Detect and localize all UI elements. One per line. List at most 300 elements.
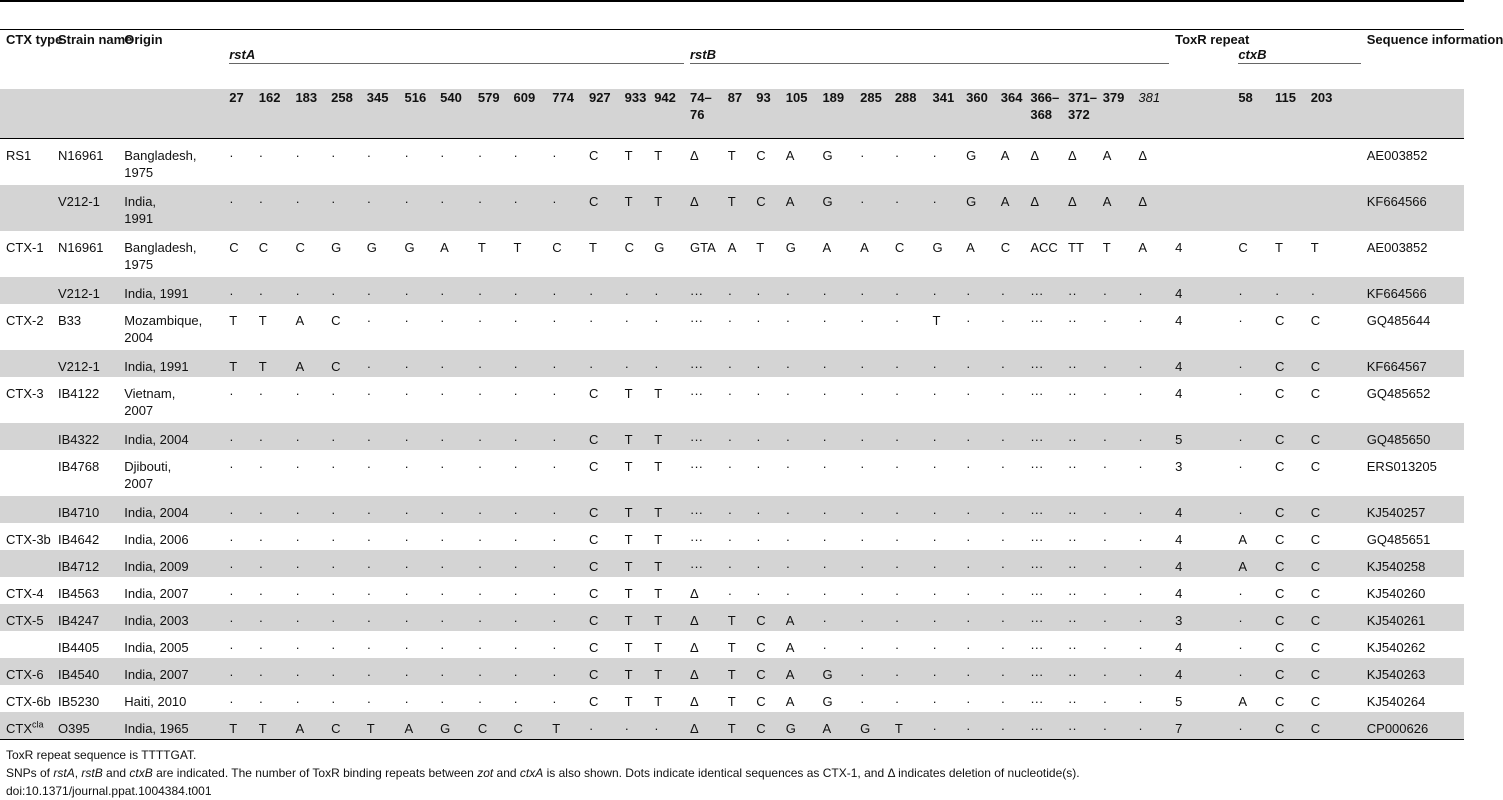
cell-rstB-snp: · <box>966 640 971 655</box>
cell-rstB-snp: · <box>1132 712 1169 740</box>
cell-rstB-snp: ··· <box>1024 658 1062 685</box>
table-row <box>0 685 1464 712</box>
position-rstB-379: 379 <box>1097 89 1133 139</box>
cell-origin: India, 2003 <box>118 604 223 631</box>
cell-rstA-snp: · <box>325 277 361 304</box>
cell-rstA-snp: · <box>472 185 508 231</box>
header-position-blank <box>1361 89 1464 139</box>
cell-ctxB-snp: C <box>1310 586 1321 601</box>
cell-rstA-snp: T <box>624 386 633 401</box>
cell-sequence-information: KJ540261 <box>1361 604 1464 631</box>
cell-ctxB-snp <box>1305 185 1361 231</box>
cell-toxr-repeat: 4 <box>1175 640 1183 655</box>
cell-sequence-information: GQ485651 <box>1366 532 1431 547</box>
cell-rstA-snp: · <box>440 313 445 328</box>
cell-rstB-snp: Δ <box>1068 148 1077 163</box>
cell-toxr-repeat: 3 <box>1175 459 1183 474</box>
table-row <box>0 277 1464 304</box>
cell-sequence-information: KF664566 <box>1361 185 1464 231</box>
cell-rstB-snp: ··· <box>1024 496 1062 523</box>
header-group-rstB-label: rstB <box>689 47 716 62</box>
cell-rstA-snp: C <box>588 532 599 547</box>
table-row <box>0 523 1464 550</box>
snp-table <box>0 31 1503 740</box>
cell-strain-name: IB4540 <box>52 658 118 685</box>
table-row <box>0 231 1464 277</box>
cell-strain-name: V212-1 <box>52 350 118 377</box>
header-group-rstA-label: rstA <box>229 47 256 62</box>
cell-rstB-snp: ··· <box>1030 640 1044 655</box>
cell-rstB-snp: · <box>860 313 865 328</box>
cell-ctx-type <box>0 277 52 304</box>
cell-rstA-snp: · <box>325 423 361 450</box>
cell-rstA-snp: · <box>508 185 547 231</box>
cell-origin: India, 2004 <box>118 496 223 523</box>
cell-rstA-snp: · <box>552 586 557 601</box>
header-strain-name: Strain name <box>57 32 133 47</box>
cell-rstB-snp: · <box>995 496 1025 523</box>
cell-ctxB-snp: · <box>1269 277 1305 304</box>
cell-strain-name: IB4405 <box>57 640 100 655</box>
header-sequence-information: Sequence information <box>1366 32 1503 47</box>
cell-sequence-information: ERS013205 <box>1366 459 1437 474</box>
cell-toxr-repeat: 4 <box>1169 496 1232 523</box>
cell-rstA-snp: · <box>331 386 336 401</box>
cell-rstA-snp: T <box>619 658 649 685</box>
cell-rstA-snp: · <box>229 640 234 655</box>
table-row <box>0 350 1464 377</box>
header-group-rstB <box>684 31 1169 89</box>
table-row <box>0 423 1464 450</box>
position-rstA-540: 540 <box>434 89 472 139</box>
cell-ctx-type: CTX-3 <box>6 386 44 401</box>
cell-rstB-snp: ··· <box>1030 386 1044 401</box>
cell-rstA-snp: · <box>361 550 399 577</box>
cell-rstA-snp: C <box>588 148 599 163</box>
cell-rstA-snp: · <box>325 604 361 631</box>
cell-rstA-snp: T <box>654 694 663 709</box>
cell-ctxB-snp: C <box>1275 459 1285 474</box>
cell-rstB-snp: A <box>727 240 737 255</box>
cell-rstA-snp: · <box>258 694 264 709</box>
cell-rstB-snp: ··· <box>1030 313 1044 328</box>
cell-rstA-snp: · <box>434 185 472 231</box>
cell-rstA-snp: C <box>325 712 361 740</box>
position-rstA-162: 162 <box>253 89 290 139</box>
cell-rstA-snp: · <box>513 586 518 601</box>
cell-ctxB-snp: · <box>1232 658 1269 685</box>
header-toxr-repeat: ToxR repeat <box>1175 32 1250 47</box>
cell-rstA-snp: C <box>552 240 562 255</box>
cell-rstB-snp: · <box>894 148 900 163</box>
cell-rstB-snp: · <box>1102 386 1108 401</box>
cell-rstB-snp: · <box>966 386 971 401</box>
cell-rstA-snp: T <box>361 712 399 740</box>
table-row <box>0 712 1464 740</box>
cell-rstB-snp: · <box>894 640 900 655</box>
cell-rstA-snp: T <box>654 586 663 601</box>
cell-rstB-snp: ·· <box>1062 277 1097 304</box>
position-rstB-105: 105 <box>780 89 817 139</box>
cell-rstB-snp: · <box>1138 640 1143 655</box>
cell-rstA-snp: · <box>223 658 253 685</box>
cell-rstA-snp: · <box>472 350 508 377</box>
cell-rstB-snp: · <box>1097 550 1133 577</box>
cell-rstA-snp: · <box>289 185 325 231</box>
cell-rstA-snp: · <box>508 604 547 631</box>
cell-rstB-snp: · <box>1000 532 1006 547</box>
cell-rstB-snp: · <box>780 550 817 577</box>
cell-rstA-snp: · <box>434 658 472 685</box>
cell-rstB-snp: ··· <box>1030 694 1044 709</box>
cell-rstA-snp: · <box>513 459 518 474</box>
cell-rstB-snp: T <box>1102 240 1111 255</box>
cell-rstA-snp: T <box>588 240 597 255</box>
cell-ctxB-snp: C <box>1275 313 1285 328</box>
cell-rstA-snp: C <box>588 586 599 601</box>
cell-rstB-snp: · <box>756 586 761 601</box>
cell-sequence-information: AE003852 <box>1366 240 1428 255</box>
cell-rstA-snp: · <box>253 277 290 304</box>
cell-rstA-snp: · <box>331 586 336 601</box>
cell-strain-name: V212-1 <box>52 185 118 231</box>
cell-rstA-snp: · <box>399 423 435 450</box>
cell-ctxB-snp: C <box>1269 423 1305 450</box>
cell-sequence-information: KF664566 <box>1361 277 1464 304</box>
cell-rstA-snp: · <box>513 532 518 547</box>
cell-rstB-snp: · <box>1102 640 1108 655</box>
table-row <box>0 185 1464 231</box>
cell-rstB-snp: · <box>785 386 791 401</box>
footnote-toxr: ToxR repeat sequence is TTTTGAT. <box>6 748 197 762</box>
cell-rstA-snp: · <box>477 640 483 655</box>
cell-rstA-snp: T <box>223 350 253 377</box>
cell-rstB-snp: · <box>1132 277 1169 304</box>
cell-rstB-snp: · <box>1097 658 1133 685</box>
cell-rstA-snp: · <box>258 459 264 474</box>
cell-rstB-snp: · <box>816 550 854 577</box>
cell-rstB-snp: · <box>1102 586 1108 601</box>
position-ctxB-203: 203 <box>1305 89 1361 139</box>
cell-rstB-snp: · <box>722 496 751 523</box>
cell-ctxB-snp: C <box>1269 604 1305 631</box>
cell-rstB-snp: · <box>722 550 751 577</box>
cell-rstA-snp: · <box>434 604 472 631</box>
cell-rstB-snp: · <box>995 604 1025 631</box>
cell-rstA-snp: G <box>366 240 377 255</box>
cell-toxr-repeat <box>1169 185 1232 231</box>
cell-rstA-snp: · <box>331 640 336 655</box>
cell-rstA-snp: C <box>588 386 599 401</box>
position-ctxB-58: 58 <box>1232 89 1269 139</box>
cell-rstA-snp: · <box>654 313 659 328</box>
cell-rstB-snp: Δ <box>689 694 699 709</box>
cell-rstB-snp: · <box>995 550 1025 577</box>
cell-ctxB-snp: · <box>1232 350 1269 377</box>
cell-rstB-snp: · <box>966 459 971 474</box>
cell-rstB-snp: · <box>932 148 937 163</box>
cell-rstA-snp: · <box>440 148 445 163</box>
cell-rstB-snp: · <box>960 423 995 450</box>
cell-rstB-snp: · <box>1000 386 1006 401</box>
position-rstA-927: 927 <box>583 89 619 139</box>
cell-rstB-snp: · <box>756 459 761 474</box>
table-header-rule <box>0 29 1464 30</box>
cell-strain-name: IB4322 <box>52 423 118 450</box>
cell-ctxB-snp: C <box>1275 532 1285 547</box>
cell-rstA-snp: T <box>546 712 583 740</box>
cell-origin: India, 2007 <box>124 586 189 601</box>
cell-rstB-snp: C <box>756 148 766 163</box>
cell-ctx-type-superscript: cla <box>32 719 44 730</box>
cell-ctxB-snp: · <box>1238 586 1243 601</box>
cell-rstB-snp: · <box>966 313 971 328</box>
cell-rstB-snp: G <box>822 148 833 163</box>
table-row <box>0 450 1464 496</box>
cell-rstB-snp: ··· <box>1030 532 1044 547</box>
cell-rstA-snp: · <box>223 496 253 523</box>
cell-rstB-snp: · <box>727 586 733 601</box>
cell-rstB-snp: · <box>860 459 865 474</box>
footnote-doi: doi:10.1371/journal.ppat.1004384.t001 <box>6 784 212 798</box>
cell-ctxB-snp: · <box>1238 313 1243 328</box>
cell-rstB-snp: · <box>860 586 865 601</box>
cell-rstA-snp: · <box>325 496 361 523</box>
cell-origin: India, 2006 <box>124 532 189 547</box>
cell-rstB-snp: · <box>932 459 937 474</box>
cell-rstB-snp: T <box>722 658 751 685</box>
cell-rstB-snp: · <box>1097 496 1133 523</box>
cell-rstB-snp: · <box>894 694 900 709</box>
cell-strain-name: IB4122 <box>57 386 100 401</box>
cell-rstA-snp: · <box>258 640 264 655</box>
cell-ctxB-snp: A <box>1238 532 1247 547</box>
cell-toxr-repeat: 5 <box>1175 694 1183 709</box>
cell-ctx-type: CTX-3b <box>6 532 51 547</box>
cell-rstB-snp: ·· <box>1062 658 1097 685</box>
cell-ctxB-snp: T <box>1310 240 1319 255</box>
cell-rstA-snp: · <box>404 640 409 655</box>
table-row <box>0 304 1464 350</box>
cell-ctxB-snp: C <box>1310 386 1321 401</box>
cell-origin: Djibouti, 2007 <box>124 459 172 491</box>
cell-ctxB-snp: C <box>1305 604 1361 631</box>
position-rstB-360: 360 <box>960 89 995 139</box>
cell-rstB-snp: · <box>1138 586 1143 601</box>
cell-rstB-snp: ··· <box>1024 712 1062 740</box>
cell-ctxB-snp: C <box>1305 350 1361 377</box>
cell-rstA-snp: · <box>295 532 300 547</box>
cell-rstB-snp: · <box>727 459 733 474</box>
cell-rstA-snp: · <box>258 386 264 401</box>
cell-strain-name: N16961 <box>57 148 104 163</box>
cell-rstA-snp: · <box>472 423 508 450</box>
cell-rstA-snp: · <box>366 532 372 547</box>
cell-rstB-snp: A <box>1000 148 1010 163</box>
cell-rstA-snp: · <box>546 185 583 231</box>
cell-rstA-snp: · <box>477 459 483 474</box>
cell-strain-name: IB4642 <box>57 532 100 547</box>
cell-rstA-snp: · <box>546 350 583 377</box>
cell-ctx-type: CTX-6b <box>6 694 51 709</box>
cell-rstB-snp: T <box>932 313 941 328</box>
cell-strain-name: B33 <box>57 313 82 328</box>
cell-rstB-snp: · <box>1097 604 1133 631</box>
cell-rstA-snp: · <box>552 148 557 163</box>
header-group-rstA <box>223 31 684 89</box>
cell-ctx-type <box>0 631 52 658</box>
cell-rstB-snp: ·· <box>1068 386 1077 401</box>
cell-rstA-snp: · <box>366 586 372 601</box>
cell-rstB-snp: · <box>927 658 961 685</box>
cell-rstB-snp: · <box>1102 313 1108 328</box>
cell-rstB-snp: · <box>966 694 971 709</box>
cell-rstB-snp: A <box>966 240 975 255</box>
cell-ctxB-snp: C <box>1238 240 1248 255</box>
cell-ctxB-snp: C <box>1269 350 1305 377</box>
position-rstB-366-368: 366– 368 <box>1024 89 1062 139</box>
cell-ctx-type: CTX-6 <box>0 658 52 685</box>
cell-sequence-information: KF664567 <box>1361 350 1464 377</box>
cell-rstB-snp: · <box>780 277 817 304</box>
cell-rstA-snp: · <box>289 496 325 523</box>
cell-origin: India, 1991 <box>118 277 223 304</box>
cell-rstB-snp: ··· <box>689 386 703 401</box>
cell-strain-name: IB4247 <box>52 604 118 631</box>
cell-rstA-snp: · <box>513 386 518 401</box>
cell-ctx-type: $CTX^{cla}$ <box>0 712 52 740</box>
cell-rstA-snp: · <box>331 532 336 547</box>
cell-rstA-snp: · <box>434 277 472 304</box>
cell-rstB-snp: C <box>750 185 780 231</box>
cell-rstB-snp: ··· <box>684 550 722 577</box>
cell-rstB-snp: · <box>960 277 995 304</box>
cell-rstB-snp: · <box>1132 658 1169 685</box>
cell-rstB-snp: · <box>1138 694 1143 709</box>
cell-rstA-snp: · <box>404 694 409 709</box>
cell-rstA-snp: · <box>624 313 629 328</box>
cell-rstB-snp: · <box>1132 550 1169 577</box>
cell-rstB-snp: G <box>816 185 854 231</box>
cell-rstB-snp: · <box>889 350 927 377</box>
cell-rstB-snp: · <box>894 459 900 474</box>
cell-rstB-snp: · <box>932 386 937 401</box>
cell-origin: India, 1965 <box>118 712 223 740</box>
cell-rstB-snp: ··· <box>689 459 703 474</box>
cell-rstB-snp: · <box>927 604 961 631</box>
cell-toxr-repeat: 4 <box>1169 550 1232 577</box>
cell-ctx-type <box>0 450 52 496</box>
cell-rstA-snp: · <box>546 604 583 631</box>
cell-sequence-information: KJ540262 <box>1366 640 1426 655</box>
cell-origin: Haiti, 2010 <box>124 694 187 709</box>
cell-rstB-snp: · <box>927 350 961 377</box>
cell-rstB-snp: · <box>854 185 889 231</box>
cell-rstA-snp: · <box>619 712 649 740</box>
cell-rstA-snp: · <box>472 550 508 577</box>
cell-sequence-information: GQ485650 <box>1361 423 1464 450</box>
cell-rstA-snp: · <box>477 532 483 547</box>
position-rstB-364: 364 <box>995 89 1025 139</box>
cell-rstB-snp: ··· <box>684 423 722 450</box>
cell-rstB-snp: · <box>1000 313 1006 328</box>
cell-rstA-snp: · <box>361 423 399 450</box>
cell-rstA-snp: · <box>508 496 547 523</box>
cell-rstB-snp: · <box>1138 386 1143 401</box>
cell-rstB-snp: G <box>822 694 833 709</box>
cell-rstB-snp: · <box>722 277 751 304</box>
cell-rstA-snp: · <box>404 313 409 328</box>
cell-ctxB-snp: · <box>1305 277 1361 304</box>
cell-rstB-snp: · <box>932 586 937 601</box>
cell-rstA-snp: · <box>513 640 518 655</box>
cell-rstA-snp: · <box>546 423 583 450</box>
cell-rstA-snp: A <box>289 712 325 740</box>
cell-rstA-snp: · <box>546 550 583 577</box>
cell-rstA-snp: · <box>404 386 409 401</box>
cell-rstB-snp: · <box>822 532 827 547</box>
cell-rstA-snp: · <box>508 423 547 450</box>
cell-rstB-snp: ·· <box>1068 586 1077 601</box>
cell-rstA-snp: · <box>552 640 557 655</box>
cell-rstA-snp: · <box>325 550 361 577</box>
cell-rstA-snp: · <box>253 550 290 577</box>
cell-origin: India, 2005 <box>124 640 189 655</box>
cell-ctxB-snp: C <box>1305 550 1361 577</box>
position-ctxB-115: 115 <box>1269 89 1305 139</box>
table-footnotes <box>6 746 1080 800</box>
cell-ctxB-snp: C <box>1305 658 1361 685</box>
cell-ctxB-snp: C <box>1269 550 1305 577</box>
cell-rstA-snp: · <box>583 350 619 377</box>
cell-ctxB-snp: C <box>1310 532 1321 547</box>
cell-origin: Bangladesh, 1975 <box>124 148 197 180</box>
cell-rstB-snp: · <box>1102 459 1108 474</box>
cell-rstA-snp: · <box>295 148 300 163</box>
cell-rstB-snp: T <box>722 185 751 231</box>
table-row <box>0 577 1464 604</box>
cell-rstB-snp: G <box>966 148 977 163</box>
cell-rstA-snp: · <box>361 350 399 377</box>
cell-rstB-snp: · <box>854 496 889 523</box>
cell-rstB-snp: · <box>966 586 971 601</box>
cell-rstA-snp: T <box>648 423 684 450</box>
cell-strain-name: IB4710 <box>52 496 118 523</box>
table-row <box>0 139 1464 186</box>
cell-rstA-snp: · <box>552 386 557 401</box>
cell-rstB-snp: C <box>1000 240 1011 255</box>
cell-rstB-snp: · <box>750 423 780 450</box>
cell-rstB-snp: G <box>854 712 889 740</box>
cell-rstA-snp: · <box>361 496 399 523</box>
cell-ctxB-snp: C <box>1305 423 1361 450</box>
cell-rstA-snp: · <box>404 586 409 601</box>
cell-ctx-type <box>0 496 52 523</box>
cell-rstA-snp: · <box>258 532 264 547</box>
cell-rstB-snp: · <box>785 313 791 328</box>
cell-origin: India, 2009 <box>118 550 223 577</box>
cell-rstB-snp: · <box>780 496 817 523</box>
cell-rstB-snp: · <box>889 277 927 304</box>
cell-rstA-snp: · <box>331 148 336 163</box>
table-row <box>0 604 1464 631</box>
cell-rstA-snp: C <box>624 240 635 255</box>
cell-rstB-snp: Δ <box>1132 185 1169 231</box>
cell-rstA-snp: · <box>508 277 547 304</box>
cell-ctx-type: CTX-2 <box>6 313 44 328</box>
cell-rstB-snp: · <box>854 350 889 377</box>
cell-rstB-snp: · <box>785 532 791 547</box>
